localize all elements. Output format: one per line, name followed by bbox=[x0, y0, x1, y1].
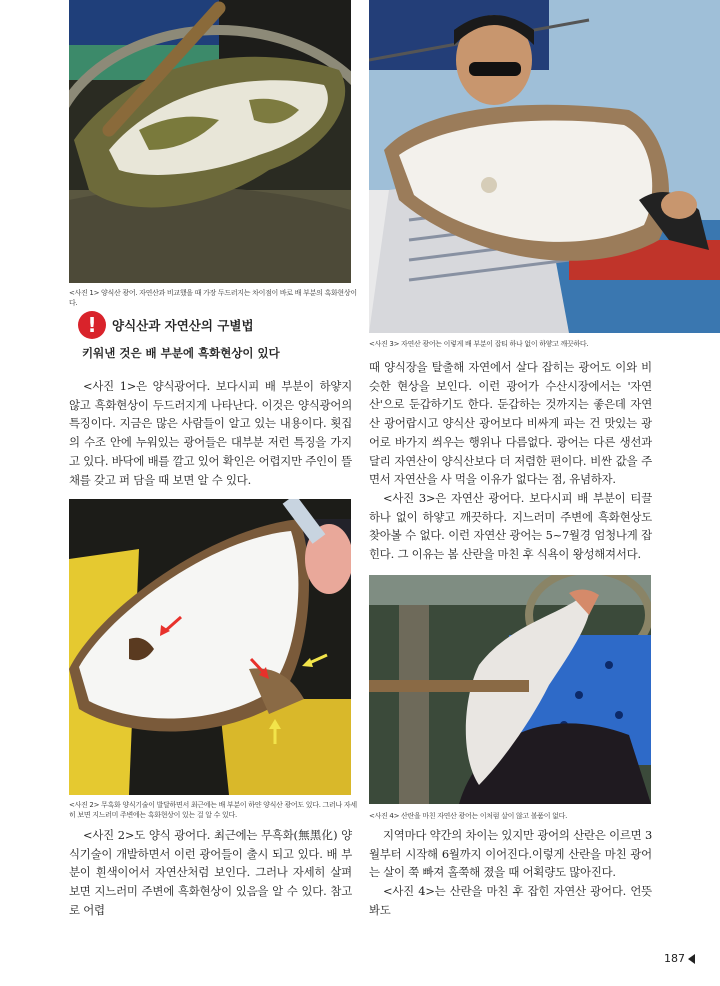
body-paragraph-5 bbox=[369, 826, 652, 920]
paragraph-1-text: <사진 1>은 양식광어다. 보다시피 배 부분이 하얗지 않고 흑화현상이 두드러지게 나타난다. 이것은 양식광어의 특징이다. 지금은 많은 사람들이 알고 있는 내용이다. 횟집의 수조 안에 누워있는 광어들은 대부분 저런 특징을 가지고 있다. 바닥에 배를 깔고 있어 확인은 어렵지만 주인이 뜰채를 갖고 퍼 담을 때 보면 알 수 있다. bbox=[69, 379, 352, 487]
page-number bbox=[664, 952, 695, 965]
body-paragraph-1 bbox=[69, 377, 352, 489]
section-title: 양식산과 자연산의 구별법 bbox=[112, 318, 254, 333]
section-subtitle: 키워낸 것은 배 부분에 흑화현상이 있다 bbox=[82, 346, 280, 360]
photo-3-caption: <사진 3> 자연산 광어는 이렇게 배 부분이 잡티 하나 없이 하얗고 깨끗하다. bbox=[369, 340, 589, 348]
photo-2-caption-line-2: 히 보면 지느러미 주변에는 흑화현상이 있는 걸 알 수 있다. bbox=[69, 811, 237, 819]
photo-4-illustration bbox=[369, 575, 651, 804]
photo-2-illustration bbox=[69, 499, 351, 795]
paragraph-3-text: 때 양식장을 탈출해 자연에서 살다 잡히는 광어도 이와 비슷한 현상을 보인다. 이런 광어가 수산시장에서는 '자연산'으로 둔갑하기도 한다. 둔갑하는 것까지는 좋은데 자연산 광어랍시고 양식산 광어보다 비싸게 파는 건 맛있는 광어로 바가지 씌우는 행위나 다름없다. 광어는 다른 생선과 달리 자연산이 양식산보다 더 저렴한 편이다. 비싼 값을 주면서 자연산을 사 먹을 이유가 없다는 점, 유념하자. bbox=[369, 360, 652, 487]
photo-1-farmed-flounder-net bbox=[69, 0, 351, 283]
paragraph-4-text: <사진 3>은 자연산 광어다. 보다시피 배 부분이 티끌 하나 없이 하얗고 깨끗하다. 지느러미 주변에 흑화현상도 찾아볼 수 없다. 이런 자연산 광어는 5~7월경 엄청나게 잡힌다. 그 이유는 봄 산란을 마친 후 식욕이 왕성해져서다. bbox=[369, 490, 652, 562]
photo-1-caption: <사진 1> 양식산 광어. 자연산과 비교했을 때 가장 두드러지는 차이점이 바로 배 부분의 흑화현상이다. bbox=[69, 289, 357, 307]
paragraph-6-text: <사진 4>는 산란을 마친 후 잡힌 자연산 광어다. 언뜻 봐도 bbox=[369, 884, 652, 917]
photo-2-white-farmed-flounder bbox=[69, 499, 351, 795]
photo-2-caption bbox=[69, 800, 359, 820]
photo-4-caption: <사진 4> 산란을 마친 자연산 광어는 이처럼 살이 않고 볼품이 없다. bbox=[369, 812, 568, 820]
paragraph-2-text: <사진 2>도 양식 광어다. 최근에는 무흑화(無黑化) 양식기술이 개발하면서 이런 광어들이 출시 되고 있다. 배 부분이 흰색이어서 자연산처럼 보인다. 그러나 자세히 살펴보면 지느러미 주변에 흑화현상이 있음을 알 수 있다. 참고로 어렵 bbox=[69, 828, 352, 917]
photo-3-illustration bbox=[369, 0, 720, 333]
triangle-left-icon bbox=[688, 954, 695, 964]
photo-3-wild-flounder-held bbox=[369, 0, 720, 333]
photo-2-caption-line-1: <사진 2> 무흑화 양식기술이 발달하면서 최근에는 배 부분이 하얀 양식산 광어도 있다. 그러나 자세 bbox=[69, 801, 357, 809]
photo-1-illustration bbox=[69, 0, 351, 283]
photo-4-post-spawn-flounder bbox=[369, 575, 651, 804]
section-heading bbox=[78, 311, 254, 339]
page-number-text: 187 bbox=[664, 952, 685, 965]
body-paragraph-2 bbox=[69, 826, 352, 920]
paragraph-5-text: 지역마다 약간의 차이는 있지만 광어의 산란은 이르면 3월부터 시작해 6월까지 이어진다.이렇게 산란을 마친 광어는 살이 쭉 빠져 홀쭉해 졌을 때 어획량도 많아진다. bbox=[369, 828, 652, 880]
exclamation-icon: ! bbox=[78, 311, 106, 339]
body-paragraph-3 bbox=[369, 358, 652, 564]
